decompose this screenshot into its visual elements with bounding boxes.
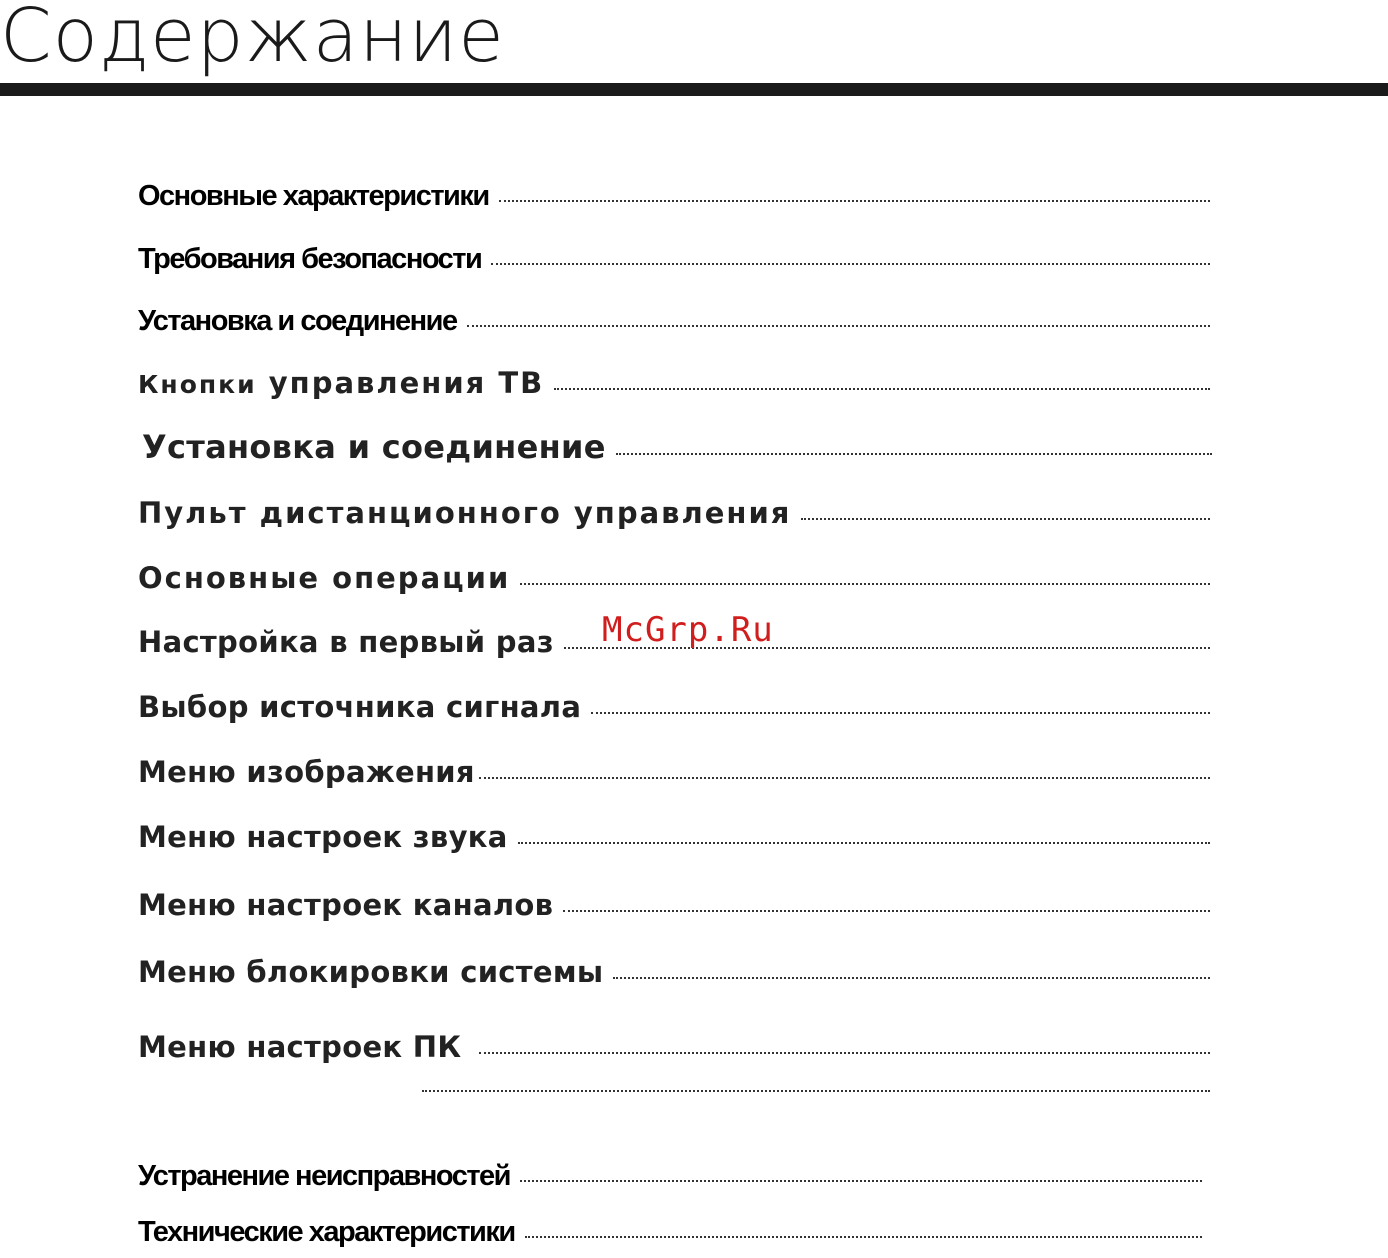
toc-entry[interactable] — [138, 180, 1210, 213]
toc-entry-label: Меню настроек каналов — [138, 888, 554, 922]
toc-leader-dots — [491, 263, 1210, 265]
toc-entry-label-part: управления ТВ — [268, 366, 545, 400]
watermark: McGrp.Ru — [602, 610, 774, 650]
toc-leader-dots — [554, 388, 1210, 390]
toc-entry-label: Установка и соединение — [138, 305, 457, 337]
toc-entry[interactable] — [138, 366, 1210, 400]
toc-entry-label: Основные операции — [138, 561, 511, 595]
toc-entry[interactable] — [138, 305, 1210, 338]
toc-entry[interactable] — [138, 820, 1210, 854]
toc-entry[interactable] — [138, 561, 1210, 595]
title-rule — [0, 83, 1388, 96]
toc-entry[interactable] — [138, 1216, 1202, 1249]
toc-entry[interactable] — [138, 888, 1210, 922]
toc-entry-label: Меню настроек звука — [138, 820, 508, 854]
toc-entry-label: Меню блокировки системы — [138, 955, 604, 989]
toc-entry[interactable] — [138, 690, 1210, 724]
toc-entry-label: Меню изображения — [138, 755, 475, 789]
toc-leader-dots — [479, 1052, 1210, 1054]
toc-leader-dots — [525, 1236, 1202, 1238]
toc-entry-label: Выбор источника сигнала — [138, 690, 582, 724]
toc-leader-dots — [422, 1090, 1210, 1092]
toc-leader-dots — [591, 712, 1210, 714]
toc-entry[interactable] — [138, 955, 1210, 989]
toc-leader-dots — [499, 200, 1210, 202]
toc-leader-dots — [467, 325, 1210, 327]
toc-entry[interactable] — [422, 1096, 1210, 1098]
toc-leader-dots — [563, 910, 1210, 912]
toc-leader-dots — [616, 453, 1212, 455]
toc-entry[interactable] — [138, 496, 1210, 530]
toc-leader-dots — [518, 842, 1210, 844]
toc-entry[interactable] — [138, 755, 1210, 789]
toc-entry-label: Основные характеристики — [138, 180, 489, 212]
page-title: Содержание — [0, 0, 505, 79]
toc-entry-label: Пульт дистанционного управления — [138, 496, 792, 530]
toc-entry-label — [138, 366, 544, 400]
toc-entry-label: Требования безопасности — [138, 243, 482, 275]
toc-entry[interactable] — [142, 428, 1212, 466]
toc-entry-label-part: Кнопки — [138, 370, 257, 399]
toc-entry-label: Настройка в первый раз — [138, 625, 554, 659]
toc-entry[interactable] — [138, 1030, 1210, 1064]
toc-entry-label: Установка и соединение — [142, 428, 606, 466]
toc-leader-dots — [801, 518, 1210, 520]
toc-entry-label: Меню настроек ПК — [138, 1030, 462, 1064]
toc-leader-dots — [613, 977, 1210, 979]
toc-leader-dots — [520, 1180, 1202, 1182]
toc-entry[interactable] — [138, 1160, 1202, 1193]
toc-entry-label: Устранение неисправностей — [138, 1160, 510, 1192]
toc-entry[interactable] — [138, 243, 1210, 276]
toc-entry-label: Технические характеристики — [138, 1216, 515, 1248]
toc-leader-dots — [479, 777, 1210, 779]
toc-leader-dots — [520, 583, 1210, 585]
